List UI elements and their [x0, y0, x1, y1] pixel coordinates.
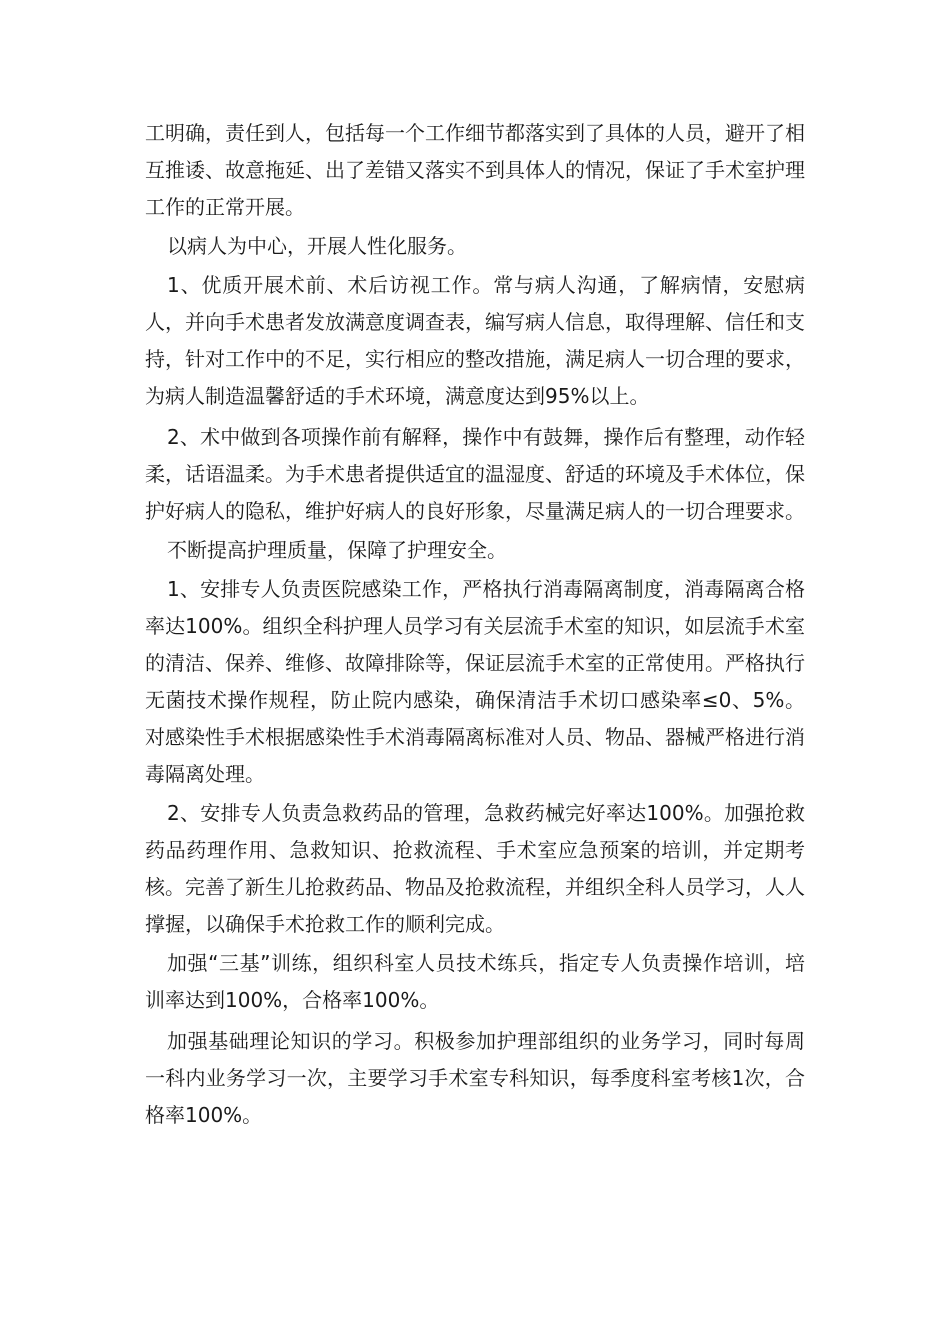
paragraph-1: 工明确，责任到人，包括每一个工作细节都落实到了具体的人员，避开了相互推诿、故意拖延、出了差错又落实不到具体人的情况，保证了手术室护理工作的正常开展。 — [145, 121, 805, 219]
paragraph-preop-visit: 1、优质开展术前、术后访视工作。常与病人沟通，了解病情，安慰病人，并向手术患者发放满意度调查表，编写病人信息，取得理解、信任和支持，针对工作中的不足，实行相应的整改措施，满足病人一切合理的要求，为病人制造温馨舒适的手术环境，满意度达到95%以上。 — [145, 273, 805, 408]
section-heading-nursing-quality: 不断提高护理质量，保障了护理安全。 — [167, 538, 507, 562]
document-body — [145, 115, 805, 1136]
paragraph-theory-study: 加强基础理论知识的学习。积极参加护理部组织的业务学习，同时每周一科内业务学习一次，主要学习手术室专科知识，每季度科室考核1次，合格率100%。 — [145, 1029, 805, 1127]
paragraph-infection-control: 1、安排专人负责医院感染工作，严格执行消毒隔离制度，消毒隔离合格率达100%。组织全科护理人员学习有关层流手术室的知识，如层流手术室的清洁、保养、维修、故障排除等，保证层流手术室的正常使用。严格执行无菌技术操作规程，防止院内感染，确保清洁手术切口感染率≤0、5%。对感染性手术根据感染性手术消毒隔离标准对人员、物品、器械严格进行消毒隔离处理。 — [145, 577, 805, 786]
paragraph-emergency-drugs: 2、安排专人负责急救药品的管理，急救药械完好率达100%。加强抢救药品药理作用、急救知识、抢救流程、手术室应急预案的培训，并定期考核。完善了新生儿抢救药品、物品及抢救流程，并组织全科人员学习，人人撑握，以确保手术抢救工作的顺利完成。 — [145, 801, 805, 936]
section-heading-humanized-service: 以病人为中心，开展人性化服务。 — [167, 234, 467, 258]
paragraph-three-basics-training: 加强“三基”训练，组织科室人员技术练兵，指定专人负责操作培训，培训率达到100%，合格率100%。 — [145, 951, 805, 1012]
paragraph-intraop-care: 2、术中做到各项操作前有解释，操作中有鼓舞，操作后有整理，动作轻柔，话语温柔。为手术患者提供适宜的温湿度、舒适的环境及手术体位，保护好病人的隐私，维护好病人的良好形象，尽量满足病人的一切合理要求。 — [145, 425, 805, 523]
